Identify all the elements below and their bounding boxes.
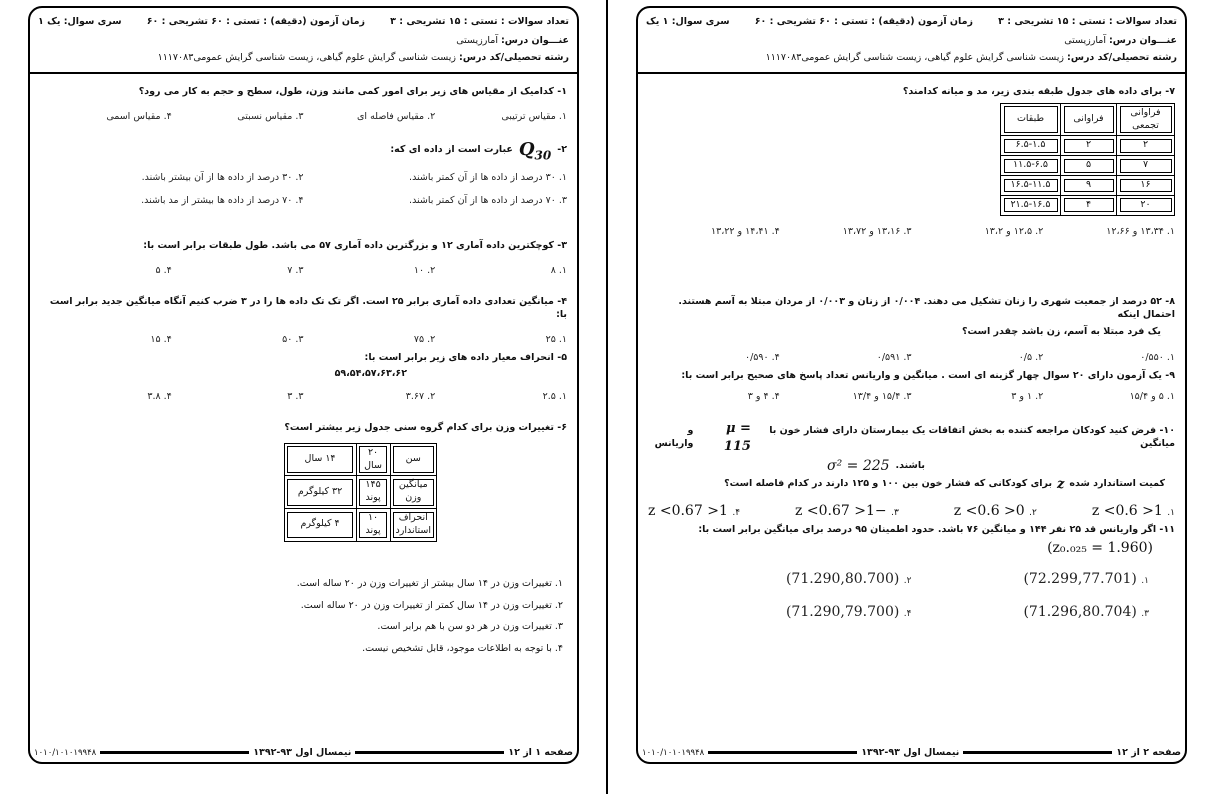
data-values: ۵۹،۵۴،۵۷،۶۳،۶۲ <box>334 367 407 379</box>
option-4[interactable]: ۴. 1< z <0.67 <box>648 502 741 519</box>
option-1[interactable]: ۱. ۲.۵ <box>542 390 567 402</box>
option-1[interactable]: ۱. 1< z <0.6 <box>1091 502 1175 519</box>
table-cell: میانگین وزن <box>390 476 436 509</box>
exam-code: ۱۰۱۰/۱۰۱۰۱۹۹۴۸ <box>34 747 97 758</box>
footer-rule <box>963 751 1112 754</box>
option-1[interactable]: ۱. ۸ <box>550 264 567 276</box>
question-text-continued: یک فرد مبتلا به آسم، زن باشد چقدر است؟ <box>962 325 1161 337</box>
option-2[interactable]: ۲. ۱۲،۵ و ۱۳،۲ <box>984 225 1044 237</box>
frequency-table <box>1000 103 1175 216</box>
table-cell: ۶.۵-۱.۵ <box>1001 136 1061 156</box>
footer-rule <box>355 751 504 754</box>
exam-code: ۱۰۱۰/۱۰۱۰۱۹۹۴۸ <box>642 747 705 758</box>
option-2[interactable]: ۲. ۳.۶۷ <box>405 390 436 402</box>
exam-body <box>30 74 577 754</box>
z-symbol: z <box>1057 476 1065 492</box>
course-value: آمارزیستی <box>456 35 498 46</box>
option-3[interactable]: ۳. ۳ <box>287 390 304 402</box>
option-1[interactable]: ۱. ۰/۵۵۰ <box>1140 352 1175 364</box>
page-frame <box>28 6 579 764</box>
page-footer <box>642 747 1181 758</box>
table-cell: ۴ کیلوگرم <box>284 509 356 542</box>
question-text: ۵- انحراف معیار داده های زیر برابر است با: <box>364 352 567 363</box>
field-value: زیست شناسی گرایش علوم گیاهی، زیست شناسی گرایش عمومی۱۱۱۷۰۸۳ <box>765 52 1065 63</box>
question-text: ۹- یک آزمون دارای ۲۰ سوال چهار گزینه ای است . میانگین و واریانس تعداد پاسخ های صحیح برابر است با: <box>681 370 1175 381</box>
option-2[interactable]: ۲. (71.290,80.700) <box>785 570 912 587</box>
page-number: صفحه ۱ از ۱۲ <box>508 747 573 758</box>
z-critical-value: (z₀.₀₂₅ = 1.960) <box>1047 539 1153 556</box>
question-series: سری سوال: یک ۱ <box>38 16 122 27</box>
question-text: ۱۱- اگر واریانس قد ۲۵ نفر ۱۴۴ و میانگین ۷۶ باشد. حدود اطمینان ۹۵ درصد برای میانگین برابر است با: <box>698 524 1175 535</box>
table-cell: انحراف استاندارد <box>390 509 436 542</box>
question-3 <box>40 240 567 278</box>
table-cell: ۱۰ پوند <box>356 509 390 542</box>
option-2[interactable]: ۲. تغییرات وزن در ۱۴ سال کمتر از تغییرات وزن در ۲۰ ساله است. <box>300 599 563 611</box>
exam-time: زمان آزمون (دقیقه) : تستی : ۶۰ تشریحی : ۶۰ <box>754 16 973 27</box>
question-9 <box>648 370 1175 404</box>
question-4 <box>40 296 567 346</box>
table-cell: ۱۱.۵-۶.۵ <box>1001 156 1061 176</box>
field-label: رشته تحصیلی/کد درس: <box>459 52 569 63</box>
question-text: باشند. <box>895 460 925 472</box>
table-cell: ۱۴۵ پوند <box>356 476 390 509</box>
option-1[interactable]: ۱. تغییرات وزن در ۱۴ سال بیشتر از تغییرات وزن در ۲۰ ساله است. <box>296 577 563 589</box>
page-frame <box>636 6 1187 764</box>
option-1[interactable]: ۱. ۵ و ۱۵/۴ <box>1129 390 1175 402</box>
table-cell: سن <box>390 443 436 476</box>
question-text: ۱۰- فرض کنید کودکان مراجعه کننده به بخش اتفاقات یک بیمارستان دارای فشار خون با میانگین <box>769 424 1175 449</box>
question-text: و واریانس <box>654 424 694 449</box>
option-3[interactable]: ۳. ۷۰ درصد از داده ها از آن کمتر باشند. <box>409 194 567 206</box>
option-4[interactable]: ۴. ۳.۸ <box>147 390 172 402</box>
question-text: ۸- ۵۲ درصد از جمعیت شهری را زنان تشکیل می دهند. ۰/۰۰۴ از زنان و ۰/۰۰۳ از مردان مبتلا به آسم هستند. احتمال اینکه <box>678 296 1175 320</box>
option-3[interactable]: ۳. ۱۵/۴ و ۱۳/۴ <box>852 390 912 402</box>
option-4[interactable]: ۴. ۴ و ۳ <box>747 390 780 402</box>
question-text: ۶- تغییرات وزن برای کدام گروه سنی جدول زیر بیشتر است؟ <box>284 422 567 433</box>
page-number: صفحه ۲ از ۱۲ <box>1116 747 1181 758</box>
option-2[interactable]: ۲. ۱ و ۳ <box>1011 390 1044 402</box>
footer-rule <box>708 751 857 754</box>
table-cell: ۴ <box>1061 195 1117 215</box>
option-2[interactable]: ۲. ۳۰ درصد از داده ها از آن بیشتر باشند. <box>141 171 304 183</box>
option-1[interactable]: ۱. ۲۵ <box>545 333 567 345</box>
table-cell: ۳۲ کیلوگرم <box>284 476 356 509</box>
variance-formula: σ² = 225 <box>827 458 890 475</box>
field-value: زیست شناسی گرایش علوم گیاهی، زیست شناسی گرایش عمومی۱۱۱۷۰۸۳ <box>157 52 457 63</box>
exam-sheet-page-1 <box>0 0 607 794</box>
term-label: نیمسال اول ۹۳-۱۳۹۲ <box>253 747 352 758</box>
table-cell: ۷ <box>1117 156 1175 176</box>
table-header: فراوانی <box>1061 103 1117 136</box>
option-4[interactable]: ۴. مقیاس اسمی <box>106 110 172 122</box>
table-cell: ۲۰ <box>1117 195 1175 215</box>
option-4[interactable]: ۴. (71.290,79.700) <box>785 603 912 620</box>
question-1 <box>40 86 567 124</box>
question-text: ۷- برای داده های جدول طبقه بندی زیر، مد و میانه کدامند؟ <box>902 86 1175 97</box>
questions-count: تعداد سوالات : تستی : ۱۵ تشریحی : ۳ <box>390 16 569 27</box>
question-8 <box>648 296 1175 365</box>
option-1[interactable]: ۱. ۳۰ درصد از داده ها از آن کمتر باشند. <box>409 171 567 183</box>
questions-count: تعداد سوالات : تستی : ۱۵ تشریحی : ۳ <box>998 16 1177 27</box>
footer-rule <box>100 751 249 754</box>
term-label: نیمسال اول ۹۳-۱۳۹۲ <box>861 747 960 758</box>
option-2[interactable]: ۲. ۰/۵ <box>1018 352 1044 364</box>
exam-sheet-page-2 <box>608 0 1215 794</box>
option-4[interactable]: ۴. ۵ <box>155 264 172 276</box>
course-value: آمارزیستی <box>1064 35 1106 46</box>
age-weight-table <box>284 443 437 542</box>
option-3[interactable]: ۳. تغییرات وزن در هر دو سن با هم برابر است. <box>377 621 563 633</box>
option-4[interactable]: ۴. ۱۴،۴۱ و ۱۳،۲۲ <box>710 225 780 237</box>
option-1[interactable]: ۱. ۱۳،۳۴ و ۱۲،۶۶ <box>1106 225 1175 237</box>
option-1[interactable]: ۱. مقیاس ترتیبی <box>501 110 567 122</box>
table-header: فراوانی تجمعی <box>1117 103 1175 136</box>
table-cell: ۱۶ <box>1117 176 1175 196</box>
question-text: عبارت است از داده ای که: <box>390 144 513 156</box>
table-cell: ۹ <box>1061 176 1117 196</box>
question-text: ۴- میانگین تعدادی داده آماری برابر ۲۵ است. اگر تک تک داده ها را در ۳ ضرب کنیم آنگاه میانگین جدید برابر است با: <box>49 296 567 320</box>
option-2[interactable]: ۲. ۱۰ <box>413 264 436 276</box>
question-text: ۱- کدامیک از مقیاس های زیر برای امور کمی مانند وزن، طول، سطح و حجم به کار می رود؟ <box>138 86 567 97</box>
question-10 <box>648 420 1175 520</box>
course-label: عنـــوان درس: <box>1109 35 1177 46</box>
table-cell: ۱۶.۵-۱۱.۵ <box>1001 176 1061 196</box>
option-4[interactable]: ۴. ۷۰ درصد از داده ها بیشتر از مد باشند. <box>141 194 304 206</box>
question-2 <box>40 138 567 207</box>
option-3[interactable]: ۳. (71.296,80.704) <box>1023 603 1149 620</box>
question-number: ۲- <box>557 144 567 156</box>
page-footer <box>34 747 573 758</box>
exam-time: زمان آزمون (دقیقه) : تستی : ۶۰ تشریحی : ۶۰ <box>146 16 365 27</box>
option-4[interactable]: ۴. با توجه به اطلاعات موجود، قابل تشخیص نیست. <box>362 643 563 655</box>
option-3[interactable]: ۳. −1< z <0.67 <box>795 502 899 519</box>
question-5 <box>40 352 567 403</box>
option-2[interactable]: ۲. ۷۵ <box>413 333 436 345</box>
option-3[interactable]: ۳. ۵۰ <box>282 333 304 345</box>
option-2[interactable]: ۲. مقیاس فاصله ای <box>356 110 436 122</box>
exam-body <box>638 74 1185 754</box>
question-11 <box>648 524 1175 621</box>
exam-header <box>30 8 577 74</box>
option-3[interactable]: ۳. مقیاس نسبتی <box>237 110 304 122</box>
table-cell: ۲ <box>1117 136 1175 156</box>
course-label: عنـــوان درس: <box>501 35 569 46</box>
quantile-symbol: $Q_{30}$ <box>518 139 552 163</box>
question-6 <box>40 422 567 665</box>
exam-header <box>638 8 1185 74</box>
mean-formula: μ = 115 <box>723 421 751 454</box>
table-cell: ۵ <box>1061 156 1117 176</box>
table-cell: ۱۴ سال <box>284 443 356 476</box>
question-text: ۳- کوچکترین داده آماری ۱۲ و بزرگترین داده آماری ۵۷ می باشد. طول طبقات برابر است با: <box>143 240 567 251</box>
option-3[interactable]: ۳. ۰/۵۹۱ <box>876 352 912 364</box>
field-label: رشته تحصیلی/کد درس: <box>1067 52 1177 63</box>
table-cell: ۲۱.۵-۱۶.۵ <box>1001 195 1061 215</box>
question-text: برای کودکانی که فشار خون بین ۱۰۰ و ۱۲۵ دارند در کدام فاصله است؟ <box>724 478 1053 490</box>
question-7 <box>648 86 1175 239</box>
table-cell: ۲ <box>1061 136 1117 156</box>
table-cell: ۲۰ سال <box>356 443 390 476</box>
option-4[interactable]: ۴. ۱۵ <box>150 333 172 345</box>
question-text: کمیت استاندارد شده <box>1069 478 1165 490</box>
option-3[interactable]: ۳. ۷ <box>287 264 304 276</box>
option-2[interactable]: ۲. 0< z <0.6 <box>953 502 1037 519</box>
option-1[interactable]: ۱. (72.299,77.701) <box>1023 570 1149 587</box>
option-4[interactable]: ۴. ۰/۵۹۰ <box>744 352 780 364</box>
question-series: سری سوال: ۱ یک <box>646 16 730 27</box>
option-3[interactable]: ۳. ۱۳،۱۶ و ۱۳،۷۲ <box>842 225 912 237</box>
table-header: طبقات <box>1001 103 1061 136</box>
